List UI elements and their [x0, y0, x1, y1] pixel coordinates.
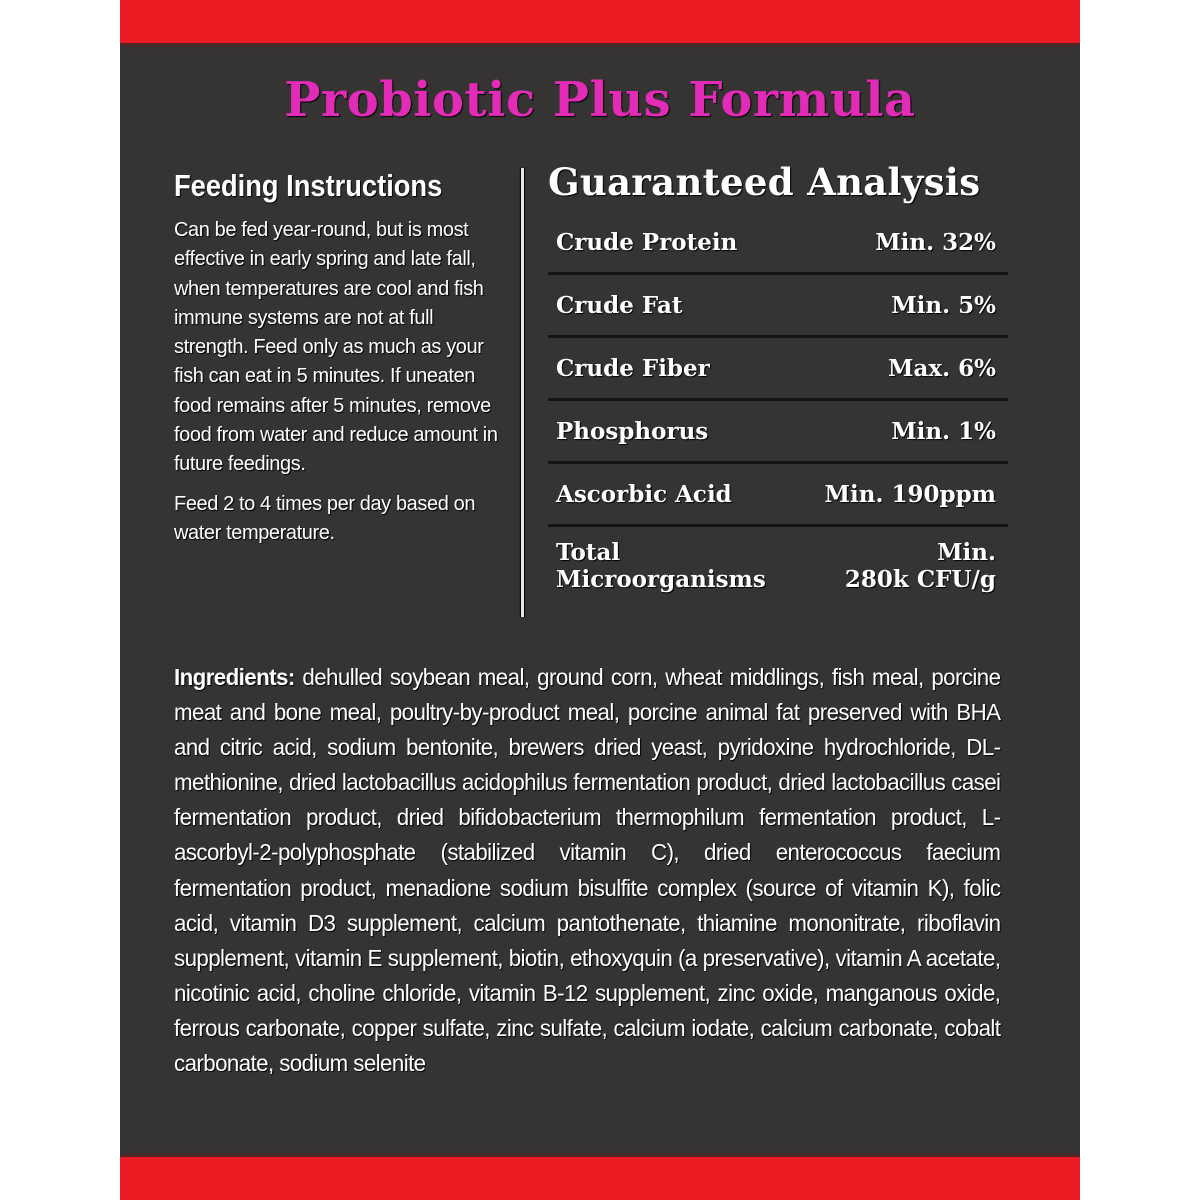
nutrient-value — [845, 539, 996, 593]
nutrient-value: Min. 190ppm — [824, 480, 996, 508]
feeding-instructions-section — [174, 168, 504, 558]
feeding-frequency-paragraph: Feed 2 to 4 times per day based on water temperature. — [174, 492, 476, 544]
feeding-instructions-paragraph: Can be fed year-round, but is most effective in early spring and late fall, when temperatures are cool and fish immune systems are not at full strength. Feed only as much as your fish can eat in 5 minutes. If uneaten food remains after 5 minutes, remove food from water and reduce amount in future feedings. — [174, 219, 498, 476]
nutrient-name: Crude Protein — [556, 228, 738, 256]
nutrient-name — [556, 539, 766, 593]
nutrient-name: Phosphorus — [556, 417, 709, 445]
nutrient-value: Min. 32% — [875, 228, 996, 256]
analysis-row-crude-protein — [548, 212, 1008, 275]
nutrient-value: Max. 6% — [888, 354, 996, 382]
ingredients-section — [174, 660, 1000, 1081]
nutrient-name-line2: Microorganisms — [556, 566, 766, 593]
ingredients-list: dehulled soybean meal, ground corn, wheat middlings, fish meal, porcine meat and bone meal, poultry-by-product meal, porcine animal fat preserved with BHA and citric acid, sodium bentonite, brewers dried yeast, pyridoxine hydrochloride, DL-methionine, dried lactobacillus acidophilus fermentation product, dried lactobacillus casei fermentation product, dried bifidobacterium thermophilum fermentation product, L-ascorbyl-2-polyphosphate (stabilized vitamin C), dried enterococcus faecium fermentation product, menadione sodium bisulfite complex (source of vitamin K), folic acid, vitamin D3 supplement, calcium pantothenate, thiamine mononitrate, riboflavin supplement, vitamin E supplement, biotin, ethoxyquin (a preservative), vitamin A acetate, nicotinic acid, choline chloride, vitamin B-12 supplement, zinc oxide, manganous oxide, ferrous carbonate, copper sulfate, zinc sulfate, calcium iodate, calcium carbonate, cobalt carbonate, sodium selenite — [174, 664, 1001, 1077]
top-red-band — [120, 0, 1080, 43]
nutrient-name-line1: Total — [556, 539, 621, 566]
analysis-row-crude-fiber — [548, 338, 1008, 401]
nutrient-value: Min. 5% — [891, 291, 996, 319]
column-divider — [521, 168, 524, 617]
analysis-row-crude-fat — [548, 275, 1008, 338]
analysis-row-phosphorus — [548, 401, 1008, 464]
ingredients-label: Ingredients: — [174, 664, 295, 690]
nutrient-name: Crude Fat — [556, 291, 683, 319]
product-title: Probiotic Plus Formula — [284, 72, 916, 128]
feeding-instructions-heading: Feeding Instructions — [174, 168, 443, 203]
bottom-red-band — [120, 1157, 1080, 1200]
product-label-panel — [120, 0, 1080, 1200]
analysis-row-total-microorganisms — [548, 527, 1008, 617]
analysis-row-ascorbic-acid — [548, 464, 1008, 527]
nutrient-value-line2: 280k CFU/g — [844, 566, 996, 593]
nutrient-name: Ascorbic Acid — [556, 480, 732, 508]
nutrient-value-line1: Min. — [937, 539, 996, 566]
guaranteed-analysis-heading: Guaranteed Analysis — [548, 160, 981, 204]
nutrient-name: Crude Fiber — [556, 354, 710, 382]
guaranteed-analysis-section — [548, 160, 1008, 617]
nutrient-value: Min. 1% — [891, 417, 996, 445]
